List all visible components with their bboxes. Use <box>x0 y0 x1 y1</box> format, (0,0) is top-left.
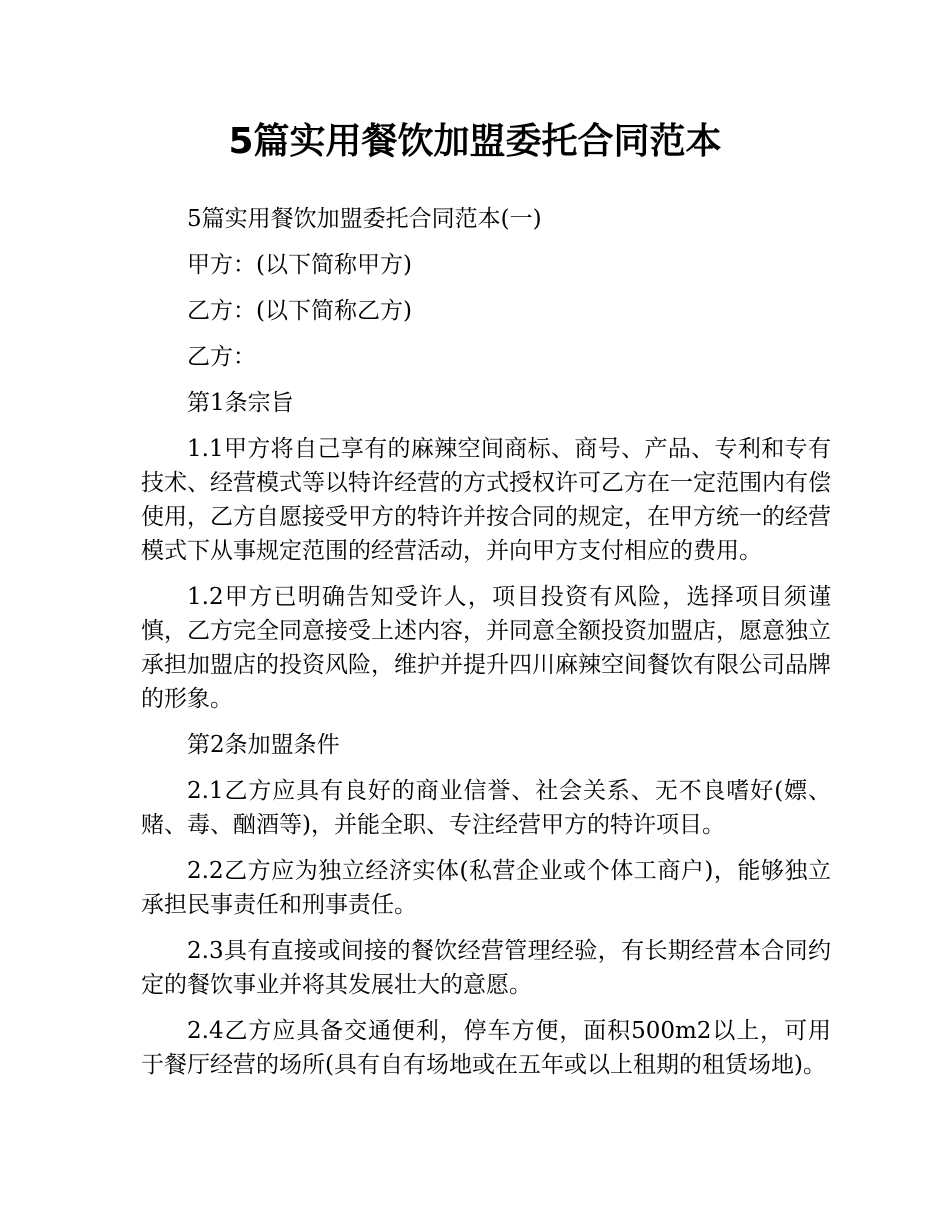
article-2-heading: 第2条加盟条件 <box>187 732 340 758</box>
party-a-line: 甲方：(以下简称甲方) <box>187 252 412 278</box>
clause-1-1: 1.1甲方将自己享有的麻辣空间商标、商号、产品、专利和专有技术、经营模式等以特许经营的方式授权许可乙方在一定范围内有偿使用，乙方自愿接受甲方的特许并按合同的规定，在甲方统一的经营模式下从事规定范围的经营活动，并向甲方支付相应的费用。 <box>141 436 831 564</box>
document-title: 5篇实用餐饮加盟委托合同范本 <box>228 121 722 162</box>
subtitle-paragraph: 5篇实用餐饮加盟委托合同范本(一) <box>187 206 542 232</box>
party-b-line: 乙方：(以下简称乙方) <box>187 298 412 324</box>
document-body <box>141 202 831 1094</box>
clause-2-1: 2.1乙方应具有良好的商业信誉、社会关系、无不良嗜好(嫖、赌、毒、酗酒等)，并能全职、专注经营甲方的特许项目。 <box>141 778 831 838</box>
clause-1-2: 1.2甲方已明确告知受许人，项目投资有风险，选择项目须谨慎，乙方完全同意接受上述内容，并同意全额投资加盟店，愿意独立承担加盟店的投资风险，维护并提升四川麻辣空间餐饮有限公司品牌的形象。 <box>141 584 831 712</box>
article-1-heading: 第1条宗旨 <box>187 390 294 416</box>
clause-2-2: 2.2乙方应为独立经济实体(私营企业或个体工商户)，能够独立承担民事责任和刑事责任。 <box>141 858 831 918</box>
party-b-line-2: 乙方： <box>187 344 256 370</box>
clause-2-3: 2.3具有直接或间接的餐饮经营管理经验，有长期经营本合同约定的餐饮事业并将其发展壮大的意愿。 <box>141 938 831 998</box>
clause-2-4: 2.4乙方应具备交通便利，停车方便，面积500m2以上，可用于餐厅经营的场所(具有自有场地或在五年或以上租期的租赁场地)。 <box>141 1018 831 1078</box>
